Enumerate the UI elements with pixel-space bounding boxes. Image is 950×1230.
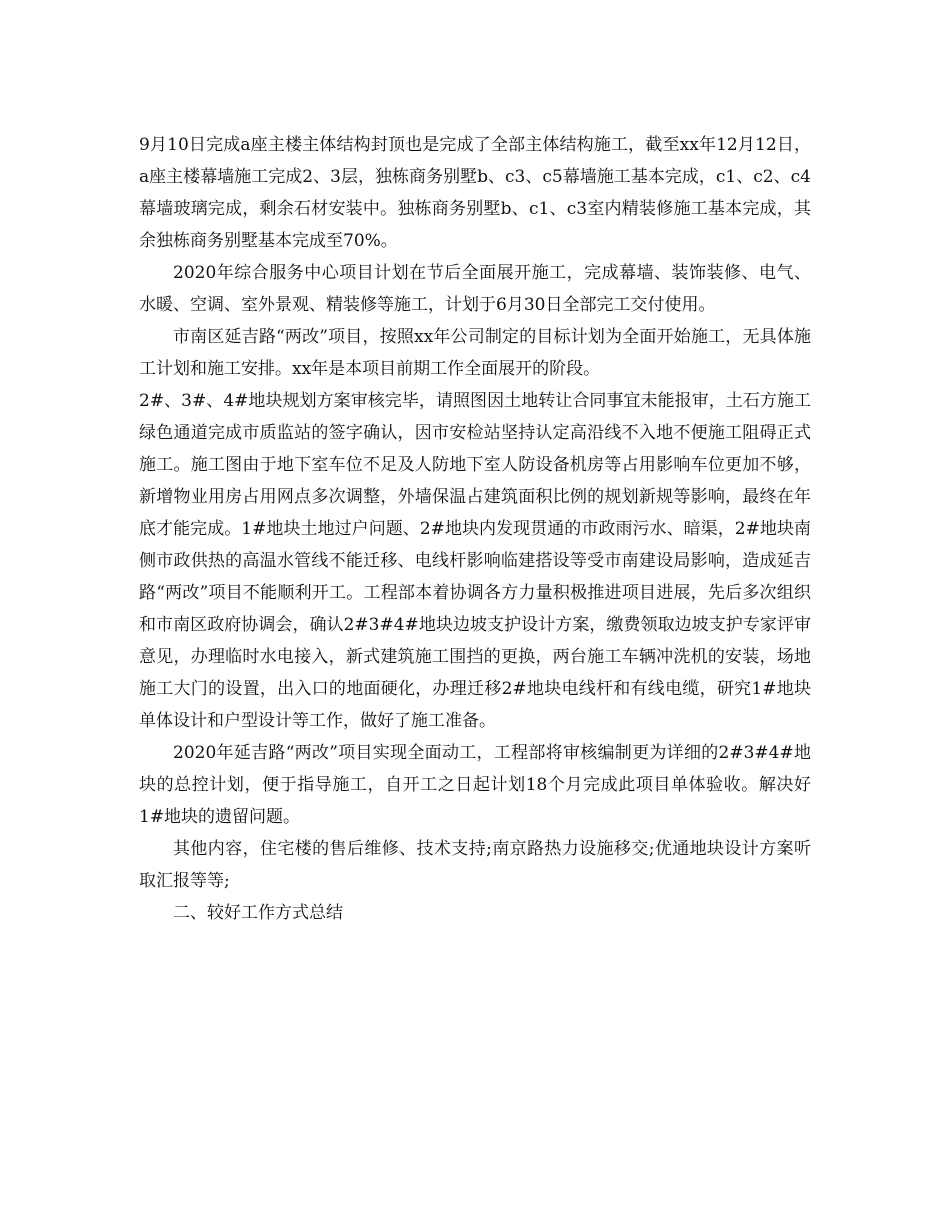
section-heading: 二、较好工作方式总结 [173,903,343,923]
paragraph-service-center-plan: 2020年综合服务中心项目计划在节后全面展开施工，完成幕墙、装饰装修、电气、水暖、空调、室外景观、精装修等施工，计划于6月30日全部完工交付使用。 [139,263,811,315]
paragraph-2020-plan: 2020年延吉路“两改”项目实现全面动工，工程部将审核编制更为详细的2#3#4#地块的总控计划，便于指导施工，自开工之日起计划18个月完成此项目单体验收。解决好1#地块的遗留问题。 [139,743,811,827]
paragraph-construction-progress: 9月10日完成a座主楼主体结构封顶也是完成了全部主体结构施工，截至xx年12月12日，a座主楼幕墙施工完成2、3层，独栋商务别墅b、c3、c5幕墙施工基本完成，c1、c2、c4幕墙玻璃完成，剩余石材安装中。独栋商务别墅b、c1、c3室内精装修施工基本完成，其余独栋商务别墅基本完成至70%。 [139,135,811,251]
paragraph-plot-planning: 2#、3#、4#地块规划方案审核完毕，请照图因土地转让合同事宜未能报审，土石方施工绿色通道完成市质监站的签字确认，因市安检站坚持认定高沿线不入地不便施工阻碍正式施工。施工图由于地下室车位不足及人防地下室人防设备机房等占用影响车位更加不够，新增物业用房占用网点多次调整，外墙保温占建筑面积比例的规划新规等影响，最终在年底才能完成。1#地块土地过户问题、2#地块内发现贯通的市政雨污水、暗渠，2#地块南侧市政供热的高温水管线不能迁移、电线杆影响临建搭设等受市南建设局影响，造成延吉路“两改”项目不能顺利开工。工程部本着协调各方力量积极推进项目进展，先后多次组织和市南区政府协调会，确认2#3#4#地块边坡支护设计方案，缴费领取边坡支护专家评审意见，办理临时水电接入，新式建筑施工围挡的更换，两台施工车辆冲洗机的安装，场地施工大门的设置，出入口的地面硬化，办理迁移2#地块电线杆和有线电缆，研究1#地块单体设计和户型设计等工作，做好了施工准备。 [139,391,811,731]
paragraph-other-content: 其他内容，住宅楼的售后维修、技术支持;南京路热力设施移交;优通地块设计方案听取汇报等等; [139,839,811,891]
document-body [139,129,811,929]
paragraph-yanji-road-project: 市南区延吉路“两改”项目，按照xx年公司制定的目标计划为全面开始施工，无具体施工计划和施工安排。xx年是本项目前期工作全面展开的阶段。 [139,327,811,379]
